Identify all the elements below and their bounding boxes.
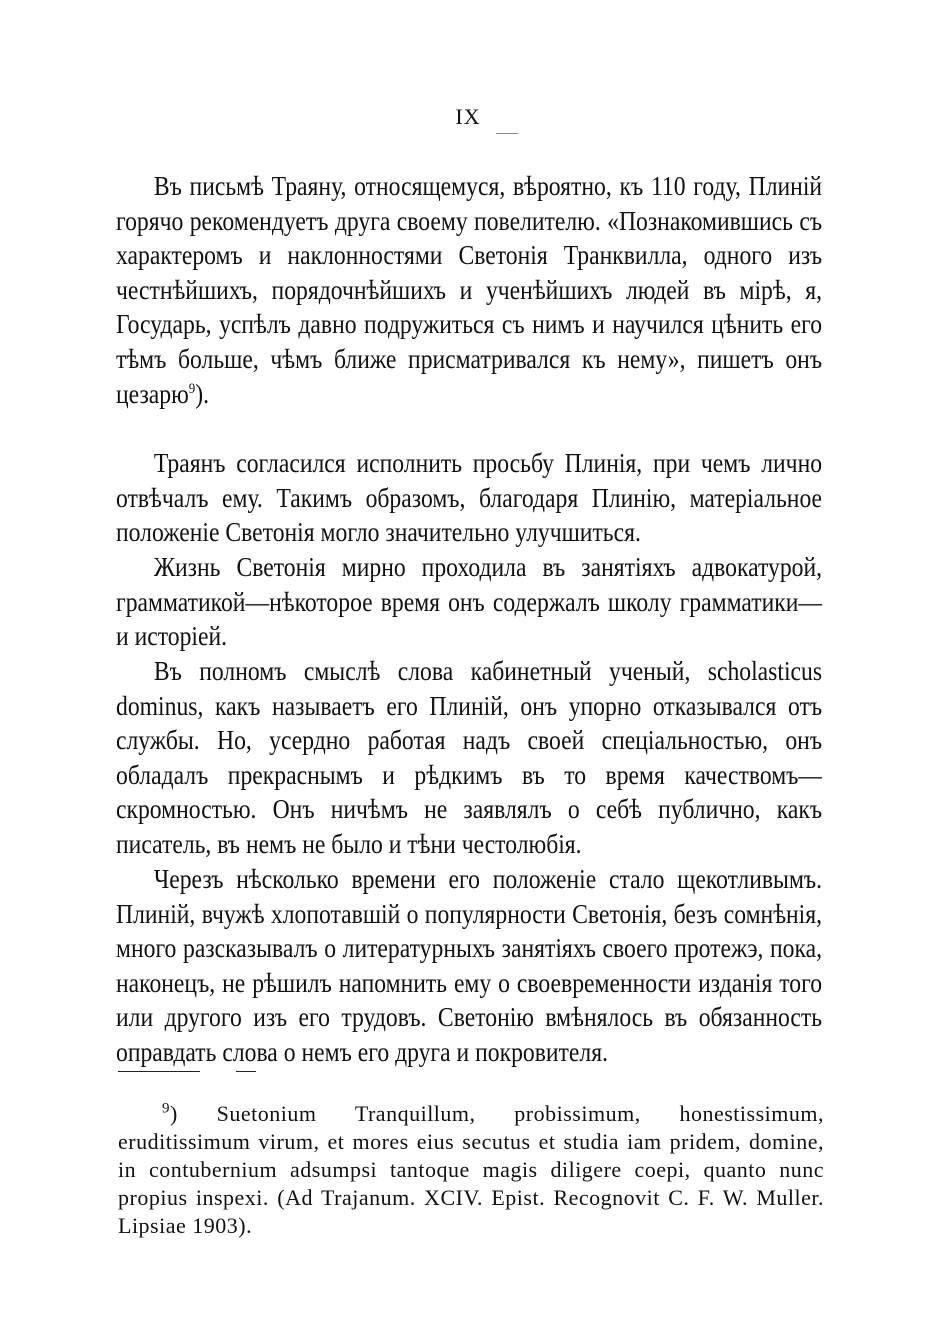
footnote-reference-tail: ).: [195, 377, 210, 409]
footnote-marker: 9: [162, 1100, 170, 1117]
paragraph-wrapper: [116, 862, 822, 1082]
footnote-text: [118, 1100, 824, 1240]
paragraph-5: Черезъ нѣсколько времени его положеніе стало щекотливымъ. Плиній, вчужѣ хлопотавшій о популярности Светонія, безъ сомнѣнія, много разсказывалъ о литературныхъ занятіяхъ своего протежэ, пока, наконецъ, не рѣшилъ напомнить ему о своевременности изданія того или другого изъ его трудовъ. Светонію вмѣнялось въ обязанность оправдать слова о немъ его друга и покровителя.: [116, 863, 823, 1067]
header-dash: [496, 133, 518, 134]
paragraph-1-text: Въ письмѣ Траяну, относящемуся, вѣроятно, къ 110 году, Плиній горячо рекомендуетъ друга своему повелителю. «Познакомившись съ характеромъ и наклонностями Светонія Транквилла, одного изъ честнѣйшихъ, порядочнѣйшихъ и ученѣйшихъ людей въ мірѣ, я, Государь, успѣлъ давно подружиться съ нимъ и научился цѣнить его тѣмъ больше, чѣмъ ближе присматривался къ нему», пишетъ онъ цезарю: [116, 170, 823, 409]
footnote-reference: 9: [188, 380, 196, 397]
paragraph-wrapper: [116, 550, 822, 654]
page-number: IX: [455, 104, 481, 129]
paragraph-wrapper: [116, 169, 822, 446]
footnote-body: ) Suetonium Tranquillum, probissimum, honestissimum, eruditissimum virum, et mores eius secutus et studia iam pridem, domine, in contubernium adsumpsi tantoque magis diligere coepi, quanto nunc propius inspexi. (Ad Trajanum. XCIV. Epist. Recognovit C. F. W. Muller. Lipsiae 1903).: [118, 1101, 824, 1238]
paragraph-4: Въ полномъ смыслѣ слова кабинетный ученый, scholasticus dominus, какъ называетъ его Плиній, онъ упорно отказывался отъ службы. Но, усердно работая надъ своей спеціальностью, онъ обладалъ прекраснымъ и рѣдкимъ въ то время качествомъ—скромностью. Онъ ничѣмъ не заявлялъ о себѣ публично, какъ писатель, въ немъ не было и тѣни честолюбія.: [116, 655, 823, 859]
paragraph-wrapper: [116, 446, 822, 550]
main-text: [116, 169, 822, 1082]
footnote: [118, 1100, 824, 1240]
paragraph-1: [116, 169, 822, 411]
paragraph-2: Траянъ согласился исполнить просьбу Плинія, при чемъ лично отвѣчалъ ему. Такимъ образомъ, благодаря Плинію, матеріальное положеніе Светонія могло значительно улучшиться.: [116, 447, 823, 548]
footnote-separator: [118, 1071, 200, 1072]
paragraph-3: Жизнь Светонія мирно проходила въ занятіяхъ адвокатурой, грамматикой—нѣкоторое время онъ содержалъ школу грамматики—и исторіей.: [116, 551, 823, 652]
paragraph-wrapper: [116, 654, 822, 862]
footnote-separator-dash: [236, 1071, 256, 1072]
